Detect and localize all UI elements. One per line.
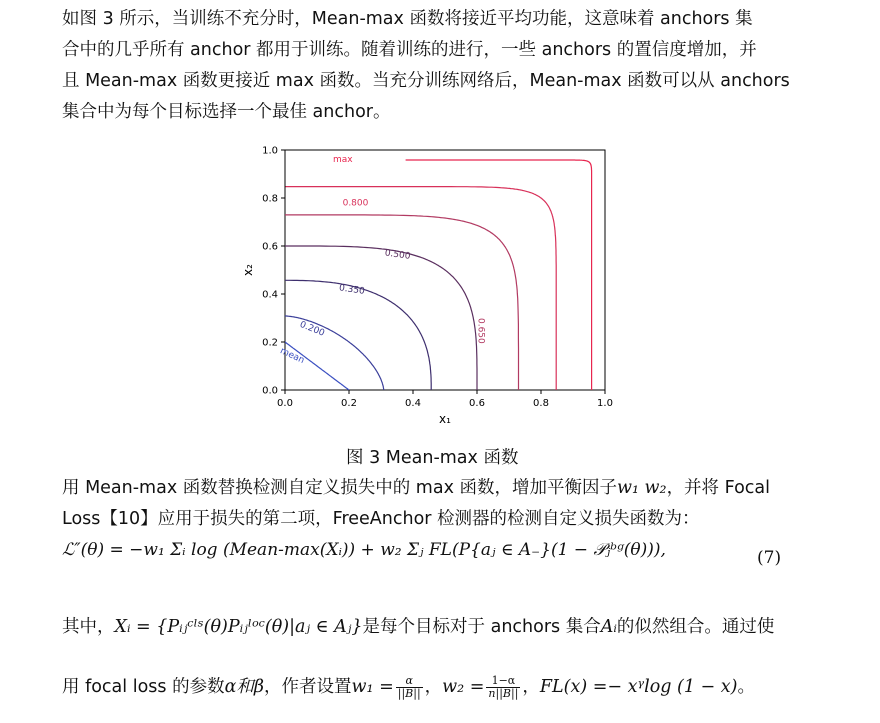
def-ai: Aᵢ: [600, 617, 617, 637]
contour-label-max: max: [333, 155, 353, 165]
y-tick-label: 0.6: [262, 241, 278, 253]
x-tick-label: 0.6: [469, 398, 485, 409]
definition-line: [62, 612, 857, 643]
x-axis-label: x₁: [439, 412, 451, 426]
intro-line-2: 合中的几乎所有 anchor 都用于训练。随着训练的进行，一些 anchors 的置信度增加，并: [62, 40, 757, 60]
x-tick-label: 1.0: [597, 398, 613, 409]
contour-line-0.500: [285, 246, 477, 390]
contour-line-0.650: [285, 215, 519, 390]
loss-line-1: [62, 473, 857, 504]
y-tick-label: 0.8: [262, 193, 278, 205]
contour-label-0.650: 0.650: [475, 318, 486, 344]
alpha-beta: α和β: [224, 677, 265, 697]
x-tick-label: 0.8: [533, 398, 549, 409]
x-tick-label: 0.2: [341, 398, 357, 409]
def-math: Xᵢ = {Pᵢⱼᶜˡˢ(θ)Pᵢⱼˡᵒᶜ(θ)|aⱼ ∈ Aⱼ}: [114, 617, 363, 637]
w1-frac-den: ||B||: [397, 686, 421, 700]
x-tick-label: 0.4: [405, 398, 421, 409]
y-tick-label: 0.2: [262, 337, 278, 349]
def-suffix: 的似然组合。通过使: [616, 617, 775, 637]
sep-2: ，: [522, 677, 540, 697]
contour-plot-svg: [240, 140, 620, 430]
y-tick-label: 0.0: [262, 385, 278, 397]
balance-factors: w₁ w₂: [617, 478, 667, 498]
params-end: 。: [737, 677, 755, 697]
contour-line-0.800: [286, 187, 557, 390]
loss-equation: ℒ″(θ) = −w₁ Σᵢ log (Mean-max(Xᵢ)) + w₂ Σⱼ FL(P{aⱼ ∈ A₋}(1 − 𝒫ⱼᵇᵍ(θ))),: [62, 540, 666, 560]
x-tick-label: 0.0: [277, 398, 293, 409]
y-tick-label: 0.4: [262, 289, 278, 301]
w1-eq: w₁ =: [351, 677, 394, 697]
loss-line-1-tail: ，并将 Focal: [666, 478, 770, 498]
intro-line-3: 且 Mean-max 函数更接近 max 函数。当充分训练网络后，Mean-max 函数可以从 anchors: [62, 71, 790, 91]
def-middle: 是每个目标对于 anchors 集合: [362, 617, 601, 637]
w2-fraction: [486, 675, 520, 700]
contour-line-mean: [285, 342, 349, 390]
w2-frac-den: n||B||: [488, 686, 519, 700]
contour-label-0.200: 0.200: [298, 319, 326, 339]
intro-line-1: 如图 3 所示，当训练不充分时，Mean-max 函数将接近平均功能，这意味着 anchors 集: [62, 9, 753, 29]
params-middle: ，作者设置: [264, 677, 352, 697]
mean-max-contour-chart: [240, 140, 620, 430]
contour-line-0.350: [285, 280, 431, 390]
contour-label-0.500: 0.500: [384, 248, 411, 262]
params-line: [62, 672, 857, 703]
figure-caption: 图 3 Mean-max 函数: [346, 448, 519, 468]
y-axis-label: x₂: [241, 264, 255, 276]
contour-line-max: [406, 160, 592, 390]
loss-paragraph: [62, 473, 857, 535]
w2-frac-num: 1−α: [486, 675, 520, 688]
params-paragraph: [62, 672, 857, 703]
focal-loss-def: FL(x) =− xᵞlog (1 − x): [539, 677, 738, 697]
y-tick-label: 1.0: [262, 145, 278, 157]
sep-1: ，: [424, 677, 443, 697]
contour-label-0.800: 0.800: [342, 198, 369, 209]
w1-fraction: [396, 675, 423, 700]
equation-number: (7): [757, 548, 782, 568]
loss-line-1-text: 用 Mean-max 函数替换检测自定义损失中的 max 函数，增加平衡因子: [62, 478, 617, 498]
params-prefix: 用 focal loss 的参数: [62, 677, 225, 697]
contour-label-mean: mean: [278, 346, 306, 367]
intro-line-4: 集合中为每个目标选择一个最佳 anchor。: [62, 102, 391, 122]
def-prefix: 其中，: [62, 617, 115, 637]
intro-paragraph: [62, 4, 857, 128]
contour-label-0.350: 0.350: [338, 283, 366, 297]
definition-paragraph: [62, 612, 857, 643]
loss-line-2: Loss【10】应用于损失的第二项，FreeAnchor 检测器的检测自定义损失函数为：: [62, 509, 700, 529]
w1-frac-num: α: [396, 675, 423, 688]
w2-eq: w₂ =: [442, 677, 485, 697]
